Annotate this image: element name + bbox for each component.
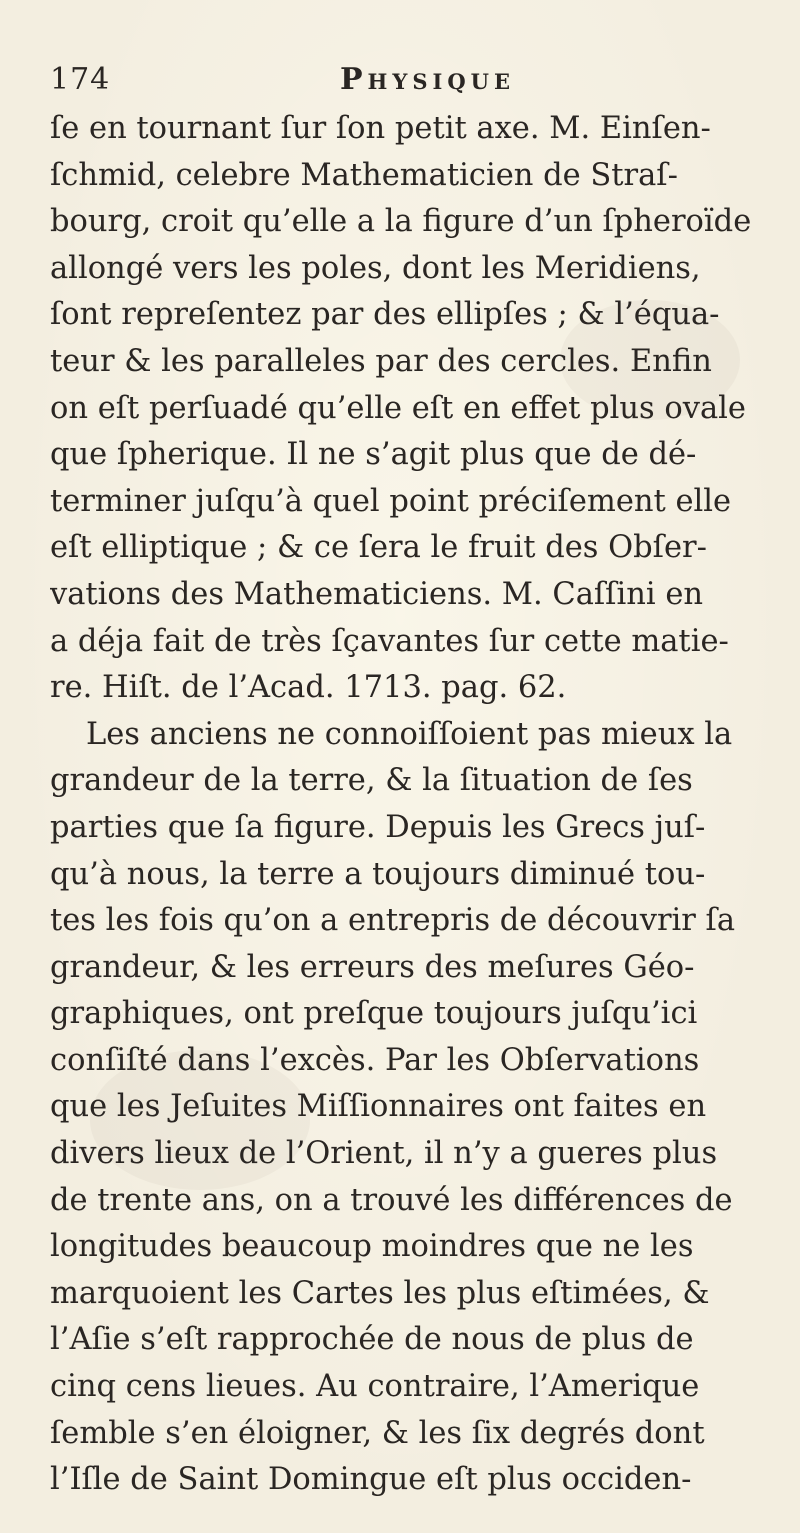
text-line: parties que ſa figure. Depuis les Grecs juſ-: [50, 809, 706, 845]
text-line: on eſt perſuadé qu’elle eſt en effet plus ovale: [50, 390, 746, 426]
text-line: ſemble s’en éloigner, & les ſix degrés dont: [50, 1415, 705, 1451]
text-line: qu’à nous, la terre a toujours diminué tou-: [50, 856, 706, 892]
text-line: ſe en tournant ſur ſon petit axe. M. Einſen-: [50, 111, 711, 146]
text-line: divers lieux de l’Orient, il n’y a gueres plus: [50, 1136, 718, 1172]
text-line: teur & les paralleles par des cercles. Enfin: [50, 343, 712, 379]
text-line: cinq cens lieues. Au contraire, l’Amerique: [50, 1369, 700, 1405]
text-line: graphiques, ont preſque toujours juſqu’ici: [50, 996, 698, 1032]
text-line: terminer juſqu’à quel point préciſement elle: [50, 483, 732, 519]
text-line: l’Aſie s’eſt rapprochée de nous de plus de: [50, 1322, 694, 1358]
text-line: l’Iſle de Saint Domingue eſt plus occiden-: [50, 1462, 692, 1498]
page-number: 174: [50, 62, 111, 97]
text-line: allongé vers les poles, dont les Meridiens,: [50, 250, 701, 286]
text-line: que ſpherique. Il ne s’agit plus que de dé-: [50, 437, 697, 473]
page-header: [50, 62, 755, 106]
text-line: longitudes beaucoup moindres que ne les: [50, 1229, 694, 1265]
text-line: ſchmid, celebre Mathematicien de Straſ-: [50, 157, 678, 193]
text-line: ſont repreſentez par des ellipſes ; & l’équa-: [50, 297, 720, 333]
text-line: bourg, croit qu’elle a la figure d’un ſpheroïde: [50, 204, 752, 240]
citation-line: re. Hiſt. de l’Acad. 1713. pag. 62.: [50, 670, 567, 706]
text-line: tes les fois qu’on a entrepris de découvrir ſa: [50, 903, 736, 939]
text-line: grandeur, & les erreurs des meſures Géo-: [50, 949, 695, 985]
text-line: vations des Mathematiciens. M. Caſſini en: [50, 576, 704, 612]
paragraph-start-line: Les anciens ne connoiſſoient pas mieux la: [86, 716, 733, 752]
text-line: marquoient les Cartes les plus eſtimées, &: [50, 1275, 710, 1311]
text-line: eſt elliptique ; & ce ſera le fruit des Obſer-: [50, 530, 707, 566]
text-line: que les Jeſuites Miſſionnaires ont faites en: [50, 1089, 707, 1125]
body-text: [50, 106, 770, 1504]
text-line: grandeur de la terre, & la ſituation de ſes: [50, 763, 693, 799]
text-line: a déja fait de très ſçavantes ſur cette matie-: [50, 623, 729, 659]
running-head: Physique: [340, 62, 515, 97]
text-line: de trente ans, on a trouvé les différences de: [50, 1182, 733, 1218]
text-line: conſiſté dans l’excès. Par les Obſervations: [50, 1042, 700, 1078]
